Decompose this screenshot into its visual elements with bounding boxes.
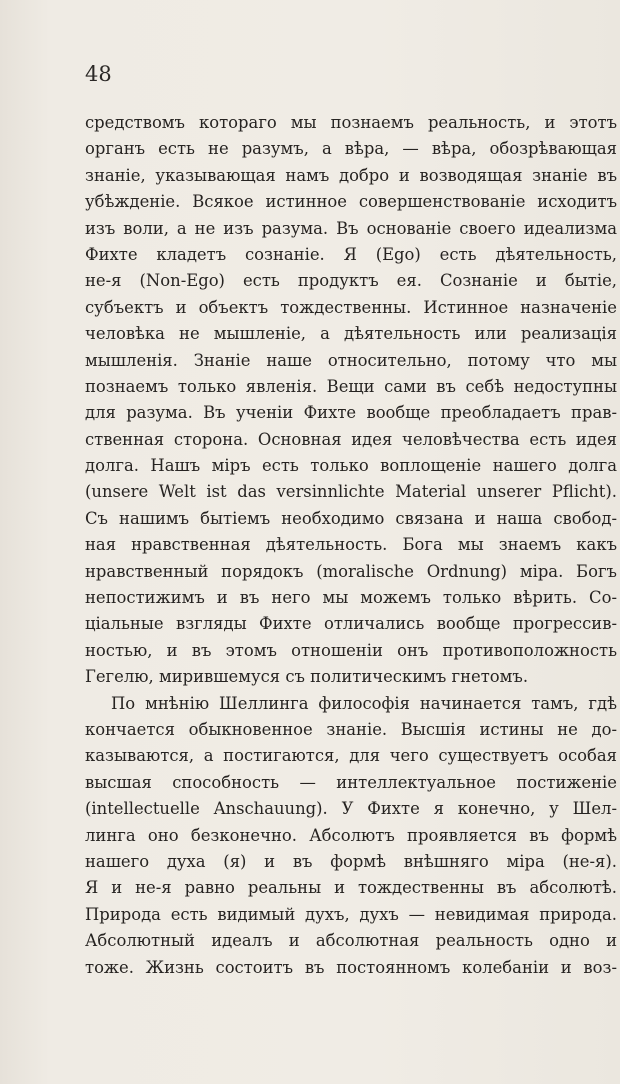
text-line: долга. Нашъ міръ есть только воплощеніе нашего долга: [85, 456, 617, 476]
text-line: ціальные взгляды Фихте отличались вообще прогрессив-: [85, 614, 617, 634]
text-line: ная нравственная дѣятельность. Бога мы знаемъ какъ: [85, 535, 617, 555]
text-line: знаніе, указывающая намъ добро и возводящая знаніе въ: [85, 165, 617, 185]
text-line: субъектъ и объектъ тождественны. Истинное назначеніе: [85, 297, 617, 317]
text-line: нравственный порядокъ (moralische Ordnung) міра. Богъ: [85, 561, 617, 581]
text-line: познаемъ только явленія. Вещи сами въ себѣ недоступны: [85, 376, 617, 396]
text-line: (intellectuelle Anschauung). У Фихте я конечно, у Шел-: [85, 799, 617, 819]
text-line: не-я (Non-Ego) есть продуктъ ея. Сознаніе и бытіе,: [85, 271, 617, 291]
paragraph-end-line: Гегелю, мирившемуся съ политическимъ гнетомъ.: [85, 667, 529, 687]
text-line: Съ нашимъ бытіемъ необходимо связана и наша свобод-: [85, 508, 617, 528]
text-line: мышленія. Знаніе наше относительно, потому что мы: [85, 350, 617, 370]
text-line: высшая способность — интеллектуальное постиженіе: [85, 772, 617, 792]
text-line: изъ воли, а не изъ разума. Въ основаніе своего идеализма: [85, 218, 617, 238]
paragraph-start-line: По мнѣнію Шеллинга философія начинается тамъ, гдѣ: [111, 693, 617, 713]
page-text: [85, 110, 617, 981]
text-line: непостижимъ и въ него мы можемъ только вѣрить. Со-: [85, 588, 617, 608]
text-line: средствомъ котораго мы познаемъ реальность, и этотъ: [85, 113, 617, 132]
text-line: кончается обыкновенное знаніе. Высшія истины не до-: [85, 719, 617, 739]
text-line: казываются, а постигаются, для чего существуетъ особая: [85, 746, 617, 766]
text-line: (unsere Welt ist das versinnlichte Material unserer Pflicht).: [85, 482, 617, 502]
text-line: линга оно безконечно. Абсолютъ проявляется въ формѣ: [85, 825, 617, 845]
page-number: 48: [85, 62, 112, 86]
text-line: Я и не-я равно реальны и тождественны въ абсолютѣ.: [85, 878, 617, 898]
text-line: органъ есть не разумъ, а вѣра, — вѣра, обозрѣвающая: [85, 139, 617, 159]
text-line: нашего духа (я) и въ формѣ внѣшняго міра (не-я).: [85, 851, 617, 871]
text-line: Фихте кладетъ сознаніе. Я (Ego) есть дѣятельность,: [85, 244, 617, 264]
text-line: ностью, и въ этомъ отношеніи онъ противоположность: [85, 640, 617, 660]
text-line: ственная сторона. Основная идея человѣчества есть идея: [85, 429, 617, 449]
text-line: убѣжденіе. Всякое истинное совершенствованіе исходитъ: [85, 192, 617, 212]
text-line: Абсолютный идеалъ и абсолютная реальность одно и: [85, 931, 617, 951]
text-line: человѣка не мышленіе, а дѣятельность или реализація: [85, 324, 617, 344]
text-line: для разума. Въ ученіи Фихте вообще преобладаетъ прав-: [85, 403, 617, 423]
text-line: Природа есть видимый духъ, духъ — невидимая природа.: [85, 904, 617, 924]
text-line: тоже. Жизнь состоитъ въ постоянномъ колебаніи и воз-: [85, 957, 617, 977]
